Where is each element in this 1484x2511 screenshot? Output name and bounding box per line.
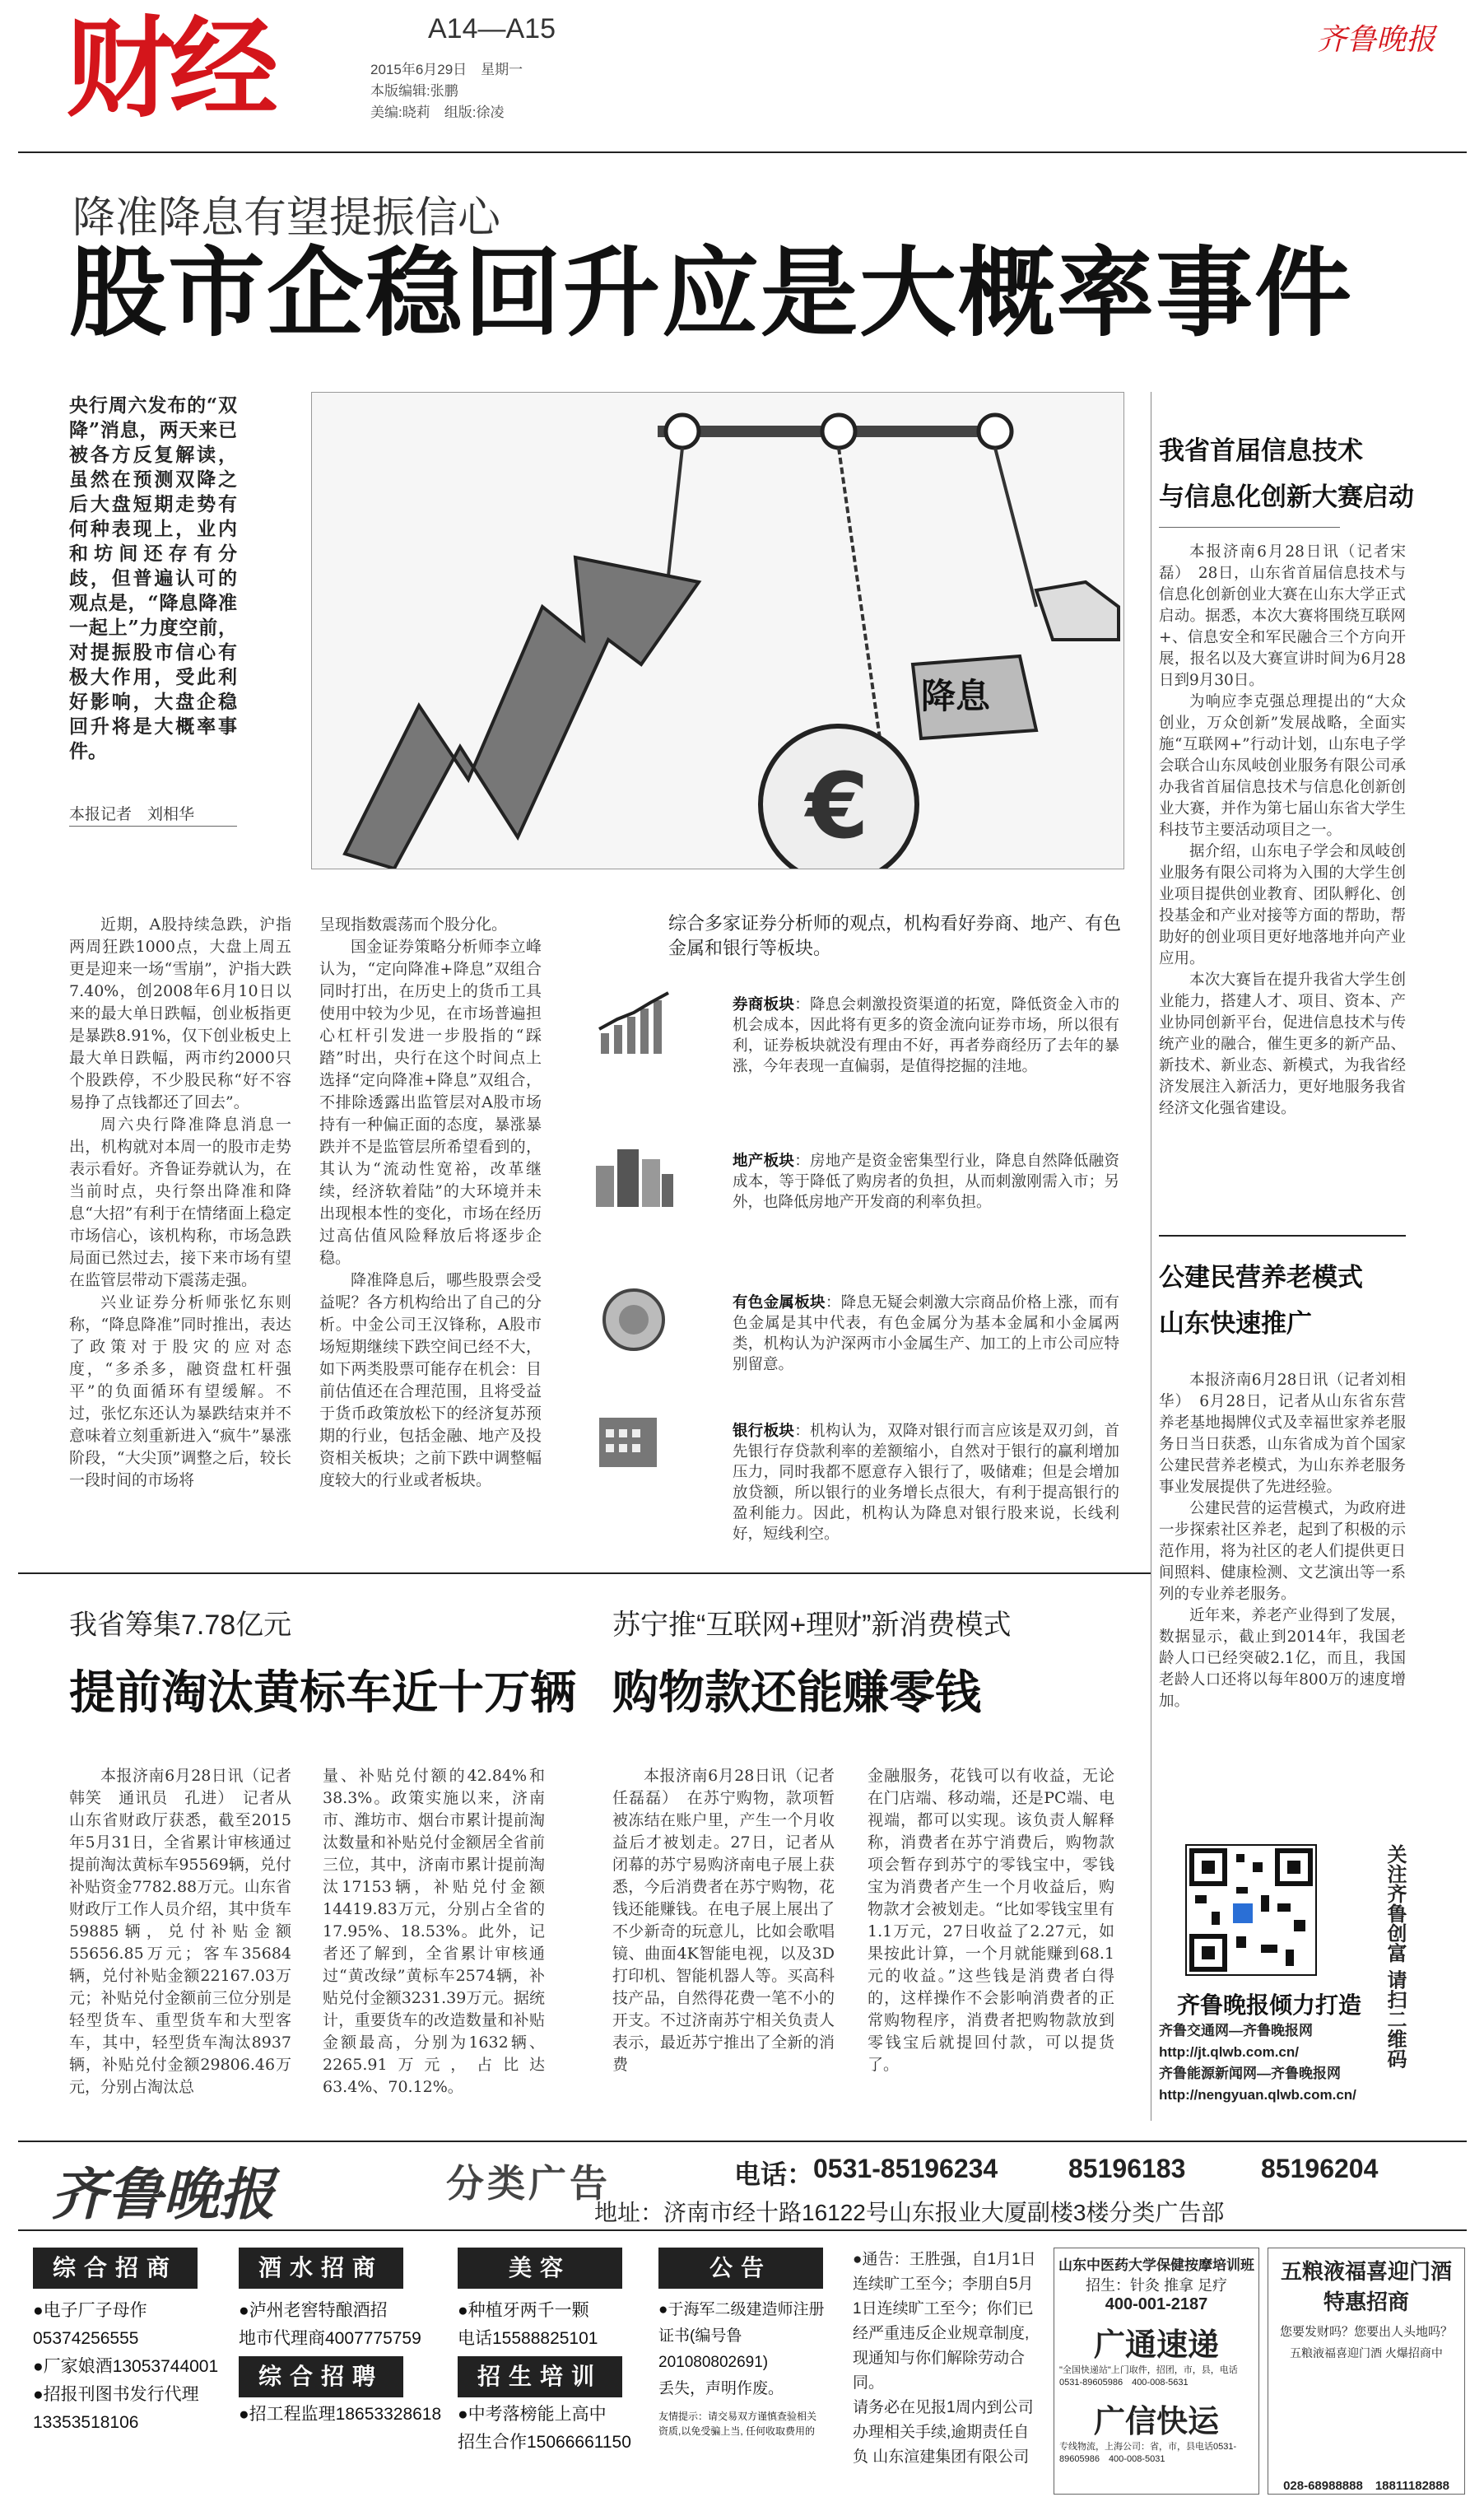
paragraph: 近期，A股持续急跌，沪指两周狂跌1000点，大盘上周五更是迎来一场“雪崩”，沪指大跌7.40%，创2008年6月10日以来的最大单日跌幅，创业板指更是暴跌8.91%，仅下创业板史上最大单日跌幅，两市约2000只个股跌停，不少股民称“好不容易挣了点钱都还了回去”。 [69,915,291,1111]
car-column-1: 本报济南6月28日讯（记者 韩笑 通讯员 孔进） 记者从山东省财政厅获悉，截至2015年5月31日，全省累计审核通过提前淘汰黄标车95569辆，兑付补贴资金7782.88万元。山东省财政厅工作人员介绍，其中货车59885辆，兑付补贴金额55656.85万元；客车35684辆，兑付补贴金额22167.03万元；补贴兑付金额前三位分别是轻型货车、重型货车和大型客车，其中，轻型货车淘汰8937辆，补贴兑付金额29806.46万元，分别占淘汰总 [69,1767,308,2096]
car-kicker: 我省筹集7.78亿元 [69,1610,292,1641]
qr-sponsor: 齐鲁晚报倾力打造 [1177,1992,1362,2019]
page-range: A14—A15 [428,13,556,44]
ad-line: ●泸州老窖特酿酒招 [239,2301,388,2320]
ad-notice [853,2248,1047,2470]
ad-box-phone[interactable]: 028-68988888 18811182888 [1283,2479,1449,2493]
byline-rule [69,826,237,827]
section-divider [18,1572,1151,1574]
ads-phone-2[interactable]: 85196183 [1068,2154,1186,2183]
story2-body [1159,1370,1406,1712]
photo-tag-label: 降息 [921,676,991,716]
lead-illustration [311,392,1124,869]
ad-box-title: 广信快运 [1093,2403,1219,2439]
ad-category-title: 公告 [658,2248,823,2289]
ads-section-title: 分类广告 [446,2161,611,2206]
headline-line: 公建民营养老模式 [1159,1263,1363,1293]
ad-column-4 [658,2248,848,2439]
ad-line: 负 山东渲建集团有限公司 [853,2448,1030,2466]
headline-line: 我省首届信息技术 [1159,436,1363,466]
lead-column-1 [69,914,291,1492]
site-url[interactable]: http://jt.qlwb.com.cn/ [1159,2044,1299,2060]
sector-body: ：降息无疑会刺激大宗商品价格上涨，而有色金属是其中代表，有色金属分为基本金属和小金属两类，机构认为沪深两市小金属生产、加工的上市公司应特别留意。 [733,1294,1119,1373]
ad-category-title: 美容 [458,2248,622,2289]
paragraph: 降准降息后，哪些股票会受益呢？各方机构给出了自己的分析。中金公司王汉锋称，A股市场短期继续下跌空间已经不大，如下两类股票可能存在机会：目前估值还在合理范围，且将受益于货币政策放松下的经济复苏预期的行业，包括金融、地产及投资相关板块；之前下跌中调整幅度较大的行业或者板块。 [319,1271,542,1489]
paragraph: 本报济南6月28日讯（记者刘相华） 6月28日，记者从山东省东营养老基地揭牌仪式及幸福世家养老服务日当日获悉，山东省成为首个国家公建民营养老模式，为山东养老服务事业发展提供了先进经验。 [1159,1372,1406,1496]
ad-line: ●招工程监理18653328618 [239,2405,442,2424]
ad-line: ●电子厂子母作 [33,2301,147,2320]
lead-headline: 股市企稳回升应是大概率事件 [69,236,1354,350]
story1-rule [1159,527,1340,528]
ad-box-line: 专线物流，上海公司：省，市，县电话0531-89605986 400-008-5031 [1059,2442,1237,2464]
ad-box-line: 五粮液福喜迎门酒 火爆招商中 [1290,2346,1443,2360]
sector-name: 银行板块 [733,1423,795,1440]
ad-box-training [1054,2248,1259,2495]
ad-line: 招生合作15066661150 [458,2433,631,2452]
ads-banner [18,2141,1467,2231]
buildings-icon [593,1141,675,1209]
paragraph: 近年来，养老产业得到了发展，数据显示，截止到2014年，我国老龄人口已经突破2.1亿，而且，我国老龄人口还将以每年800万的速度增加。 [1159,1607,1406,1710]
suning-kicker: 苏宁推“互联网+理财”新消费模式 [612,1610,1012,1641]
sector-property [733,1151,1119,1213]
ad-box-line: "全国快递站"上门取件，招团，市，县，电话0531-89605986 400-008-5631 [1059,2365,1238,2388]
section-logo: 财经 [66,6,273,133]
metal-coin-icon [593,1286,675,1353]
ads-brand: 齐鲁晚报 [51,2162,276,2228]
ad-column-1 [33,2248,222,2437]
ad-category-title: 综合招聘 [239,2356,403,2397]
site-name: 齐鲁能源新闻网—齐鲁晚报网 [1159,2066,1341,2081]
ad-box-phone[interactable]: 400-001-2187 [1105,2295,1208,2313]
paragraph: 本报济南6月28日讯（记者宋磊） 28日，山东省首届信息技术与信息化创新创业大赛在山东大学正式启动。据悉，本次大赛将围绕互联网+、信息安全和军民融合三个方向开展，报名以及大赛宣讲时间为6月28日到9月30日。 [1159,543,1406,689]
ad-line: 05374256555 [33,2329,139,2348]
qr-code[interactable] [1185,1844,1317,1976]
ad-line: ●于海军二级建造师注册 [658,2301,825,2318]
ad-line: 1日连续旷工至今；你们已 [853,2300,1034,2318]
story2-headline [1159,1255,1363,1347]
ad-line: 证书(编号鲁201080802691) [658,2327,769,2371]
ad-line: 连续旷工至今；李朋自5月 [853,2276,1034,2293]
paragraph: 兴业证券分析师张忆东则称，“降息降准”同时推出，表达了政策对于股灾的应对态度，“多杀多，融资盘杠杆强平”的负面循环有望缓解。不过，张忆东还认为暴跌结束并不意味着立刻重新进入“疯牛”暴涨阶段，“大尖顶”调整之后，较长一段时间的市场将 [69,1293,291,1489]
issue-date: 2015年6月29日 星期一 [370,62,523,77]
svg-text:€: € [806,753,869,859]
lead-kicker: 降准降息有望提振信心 [72,194,501,242]
paragraph: 为响应李克强总理提出的“大众创业，万众创新”发展战略，全面实施“互联网+”行动计划，山东电子学会联合山东凤岐创业服务有限公司承办我省首届信息技术与信息化创新创业大赛，并作为第七届山东省大学生科技节主要活动项目之一。 [1159,693,1406,839]
headline-line: 山东快速推广 [1159,1309,1312,1339]
ad-line: 现通知与你们解除劳动合同。 [853,2350,1026,2392]
ad-category-title: 酒水招商 [239,2248,403,2289]
ad-box-title: 山东中医药大学保健按摩培训班 [1058,2257,1254,2274]
editor-credit: 本版编辑:张鹏 [370,83,458,99]
ad-box-title: 五粮液福喜迎门酒 [1280,2260,1452,2285]
qr-links [1159,2020,1406,2106]
ad-column-3 [458,2248,663,2457]
paragraph: 呈现指数震荡而个股分化。 [319,915,508,934]
ads-phone-label: 电话： [734,2159,814,2189]
paragraph: 据介绍，山东电子学会和凤岐创业服务有限公司将为入围的大学生创业项目提供创业教育、团队孵化、创投基金和产业对接等方面的帮助，帮助好的创业项目更好地落地并向产业应用。 [1159,843,1406,967]
ad-box-line: 招生：针灸 推拿 足疗 [1085,2277,1227,2294]
ad-line: 电话15588825101 [458,2329,598,2348]
header-divider [18,151,1467,153]
suning-column-2: 金融服务，花钱可以有收益，无论在门店端、移动端，还是PC端、电视端，都可以实现。该负责人解释称，消费者在苏宁消费后，购物款项会暂存到苏宁的零钱宝中，零钱宝为消费者产生一个月收益后，购物款才会被划走。“比如零钱宝里有1.1万元，27日收益了2.27元，如果按此计算，一个月就能赚到68.1元的收益。”这些钱是消费者白得的，这样操作不会影响消费者的正常购物程序，消费者把购物款放到零钱宝后就提回付款，可以提货了。 [868,1767,1114,2074]
ad-listing [239,2297,444,2429]
newspaper-brand: 齐鲁晚报 [1317,23,1436,57]
sector-metals [733,1293,1119,1375]
bank-icon [593,1409,675,1477]
sector-intro: 综合多家证券分析师的观点，机构看好券商、地产、有色金属和银行等板块。 [668,914,1122,959]
story1-body [1159,542,1406,1120]
sector-name: 有色金属板块 [733,1294,826,1311]
sector-body: ：降息会刺激投资渠道的拓宽，降低资金入市的机会成本，因此将有更多的资金流向证券市场，所以很有利，证券板块就没有理由不好，再者券商经历了去年的暴涨，今年表现一直偏弱，是值得挖掘的洼地。 [733,996,1119,1075]
ad-listing [658,2297,848,2439]
headline-line: 与信息化创新大赛启动 [1159,482,1414,512]
site-url[interactable]: http://nengyuan.qlwb.com.cn/ [1159,2087,1356,2103]
site-name: 齐鲁交通网—齐鲁晚报网 [1159,2023,1313,2038]
ad-category-title: 综合招商 [33,2248,198,2289]
rising-chart-icon [593,988,675,1055]
lead-summary: 央行周六发布的“双降”消息，两天来已被各方反复解读，虽然在预测双降之后大盘短期走势有何种表现上，业内和坊间还存有分歧，但普遍认可的观点是，“降息降准一起上”力度空前，对提振股市信心有极大作用，受此利好影响，大盘企稳回升将是大概率事件。 [69,394,237,762]
ad-line: 友情提示：请交易双方谨慎查验相关 [658,2411,817,2422]
ad-line: 资质,以免受骗上当, 任何收取费用的 [658,2425,816,2437]
ad-line: 办理相关手续,逾期责任自 [853,2424,1030,2441]
sector-body: ：房地产是资金密集型行业，降息自然降低融资成本，等于降低了购房者的负担，从而刺激刚需入市；另外，也降低房地产开发商的利率负担。 [733,1153,1119,1211]
story1-headline [1159,428,1414,520]
ad-box-sub: 特惠招商 [1323,2290,1409,2315]
ad-column-2 [239,2248,444,2429]
rate-cut-cartoon-icon [312,393,1123,869]
ad-box-line: 您要发财吗？您要出人头地吗？ [1279,2325,1453,2339]
ad-line: 地市代理商4007775759 [239,2329,421,2348]
sector-body: ：机构认为，双降对银行而言应该是双刃剑，首先银行存贷款利率的差额缩小，自然对于银行的赢利增加压力，同时我都不愿意存入银行了，吸储难；但是会增加放贷额，所以银行的业务增长点很大，有利于提高银行的盈利能力。因此，机构认为降息对银行股来说，长线利好，短线利空。 [733,1423,1119,1543]
sector-name: 地产板块 [733,1153,795,1170]
lead-column-2 [319,914,542,1492]
qr-caption: 关注齐鲁创富 请扫二维码 [1384,1844,1407,2069]
ads-phone-3[interactable]: 85196204 [1261,2154,1379,2183]
ad-box-liquor [1268,2248,1465,2495]
ad-listing [458,2297,663,2457]
ad-line: ●厂家娘酒13053744001 [33,2357,219,2376]
paragraph: 公建民营的运营模式，为政府进一步探索社区养老，起到了积极的示范作用，将为社区的老人们提供更日间照料、健康检测、文艺演出等一系列的专业养老服务。 [1159,1500,1406,1603]
suning-headline: 购物款还能赚零钱 [612,1666,981,1720]
header-meta [370,59,523,123]
sector-brokers [733,995,1119,1077]
ad-line: 请务必在见报1周内到公司 [853,2399,1034,2416]
sector-banks [733,1421,1119,1544]
story-divider [1159,1235,1406,1237]
ads-address: 地址：济南市经十路16122号山东报业大厦副楼3楼分类广告部 [594,2200,1225,2225]
paragraph: 国金证券策略分析师李立峰认为，“定向降准+降息”双组合同时打出，在历史上的货币工具使用中较为少见，在市场普遍担心杠杆引发进一步股指的“踩踏”时出，央行在这个时间点上选择“定向降准+降息”双组合，不排除透露出监管层对A股市场持有一种偏正面的态度，暴涨暴跌并不是监管层所希望看到的，其认为“流动性宽裕，改革继续，经济软着陆”的大环境并未出现根本性的变化，市场在经历过高估值风险释放后将逐步企稳。 [319,938,542,1267]
ad-line: ●通告：王胜强，自1月1日 [853,2251,1036,2268]
paragraph: 本次大赛旨在提升我省大学生创业能力，搭建人才、项目、资本、产业协同创新平台，促进信息技术与传统产业的融合，催生更多的新产品、新技术、新业态、新模式，为我省经济发展注入新活力，更好地服务我省经济文化强省建设。 [1159,971,1406,1117]
ad-line: ●中考落榜能上高中 [458,2405,607,2424]
ad-category-title: 招生培训 [458,2356,622,2397]
lead-byline: 本报记者 刘相华 [69,806,195,823]
designer-credit: 美编:晓莉 组版:徐凌 [370,105,505,120]
ads-phone-1[interactable]: 0531-85196234 [813,2154,998,2183]
ad-line: 丢失，声明作废。 [658,2380,784,2397]
sector-name: 券商板块 [733,996,795,1013]
car-column-2: 量、补贴兑付额的42.84%和38.3%。政策实施以来，济南市、潍坊市、烟台市累计提前淘汰数量和补贴兑付金额居全省前三位，其中，济南市累计提前淘汰17153辆，补贴兑付金额14419.83万元，分别占全省的17.95%、18.53%。此外，记者还了解到，全省累计审核通过“黄改绿”黄标车2574辆，补贴兑付金额3231.39万元。据统计，重要货车的改造数量和补贴金额最高，分别为1632辆、2265.91万元，占比达63.4%、70.12%。 [323,1767,545,2096]
car-headline: 提前淘汰黄标车近十万辆 [69,1666,576,1720]
ad-line: 经严重违反企业规章制度, [853,2325,1030,2342]
suning-column-1: 本报济南6月28日讯（记者 任磊磊） 在苏宁购物，款项暂被冻结在账户里，产生一个月收益后才被划走。27日，记者从闭幕的苏宁易购济南电子展上获悉，今后消费者在苏宁购物，花钱还能赚钱。在电子展上展出了不少新奇的玩意儿，比如会歌唱镜、曲面4K智能电视，以及3D打印机、智能机器人等。买高科技产品，自然得花费一笔不小的开支。不过济南苏宁相关负责人表示，最近苏宁推出了全新的消费 [612,1767,851,2074]
ad-box-title: 广通速递 [1093,2327,1219,2363]
ad-line: ●种植牙两千一颗 [458,2301,589,2320]
ad-listing [33,2297,222,2437]
ad-line: 13353518106 [33,2413,139,2432]
ad-line: ●招报刊图书发行代理 [33,2385,199,2404]
paragraph: 周六央行降准降息消息一出，机构就对本周一的股市走势表示看好。齐鲁证券就认为，在当前时点，央行祭出降准和降息“大招”有利于在情绪面上稳定市场信心，该机构称，市场急跌局面已然过去，接下来市场有望在监管层带动下震荡走强。 [69,1116,291,1289]
